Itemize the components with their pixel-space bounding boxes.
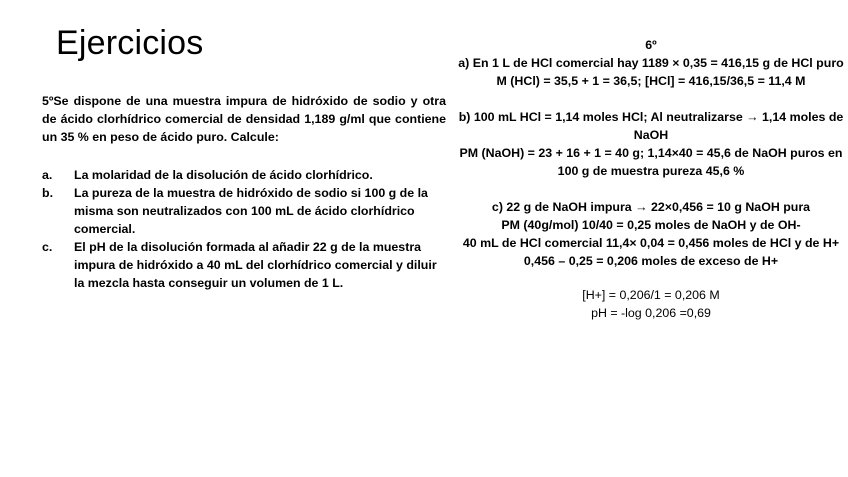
solution-h-concentration: [H+] = 0,206/1 = 0,206 M — [582, 288, 720, 302]
problem-intro: 5ºSe dispone de una muestra impura de hidróxido de sodio y otra de ácido clorhídrico comercial de densidad 1,189 g/ml que contiene un 35 % en peso de ácido puro. Calcule: — [42, 94, 446, 144]
question-label: b. — [42, 186, 54, 200]
solution-b-line2: PM (NaOH) = 23 + 16 + 1 = 40 g; 1,14×40 = 45,6 de NaOH puros en 100 g de muestra pureza 45,6 % — [459, 146, 843, 178]
question-text: La molaridad de la disolución de ácido clorhídrico. — [74, 168, 373, 182]
solution-a-line1: a) En 1 L de HCl comercial hay 1189 × 0,35 = 416,15 g de HCl puro — [458, 56, 844, 70]
question-c — [42, 238, 446, 292]
solution-a-line2: M (HCl) = 35,5 + 1 = 36,5; [HCl] = 416,15/36,5 = 11,4 M — [496, 74, 806, 88]
page-title: Ejercicios — [56, 24, 204, 62]
solution-b-line1: b) 100 mL HCl = 1,14 moles HCl; Al neutralizarse → 1,14 moles de NaOH — [458, 110, 844, 142]
solution-c-line1: c) 22 g de NaOH impura → 22×0,456 = 10 g NaOH pura — [491, 200, 811, 214]
question-text: El pH de la disolución formada al añadir 22 g de la muestra impura de hidróxido a 40 mL del clorhídrico comercial y diluir la mezcla hasta conseguir un volumen de 1 L. — [74, 240, 437, 290]
question-label: a. — [42, 168, 53, 182]
problem-statement — [42, 92, 446, 292]
question-a — [42, 166, 446, 184]
solution-c-line4: 0,456 – 0,25 = 0,206 moles de exceso de H+ — [523, 254, 779, 268]
solution-panel — [452, 36, 848, 322]
solution-c-line2: PM (40g/mol) 10/40 = 0,25 moles de NaOH y de OH- — [501, 218, 801, 232]
solution-ph: pH = -log 0,206 =0,69 — [591, 306, 711, 320]
solution-heading: 6º — [645, 38, 657, 52]
question-text: La pureza de la muestra de hidróxido de sodio si 100 g de la misma son neutralizados con 100 mL de ácido clorhídrico comercial. — [74, 186, 428, 236]
question-b — [42, 184, 446, 238]
solution-c-line3: 40 mL de HCl comercial 11,4× 0,04 = 0,456 moles de HCl y de H+ — [462, 236, 840, 250]
question-label: c. — [42, 240, 53, 254]
